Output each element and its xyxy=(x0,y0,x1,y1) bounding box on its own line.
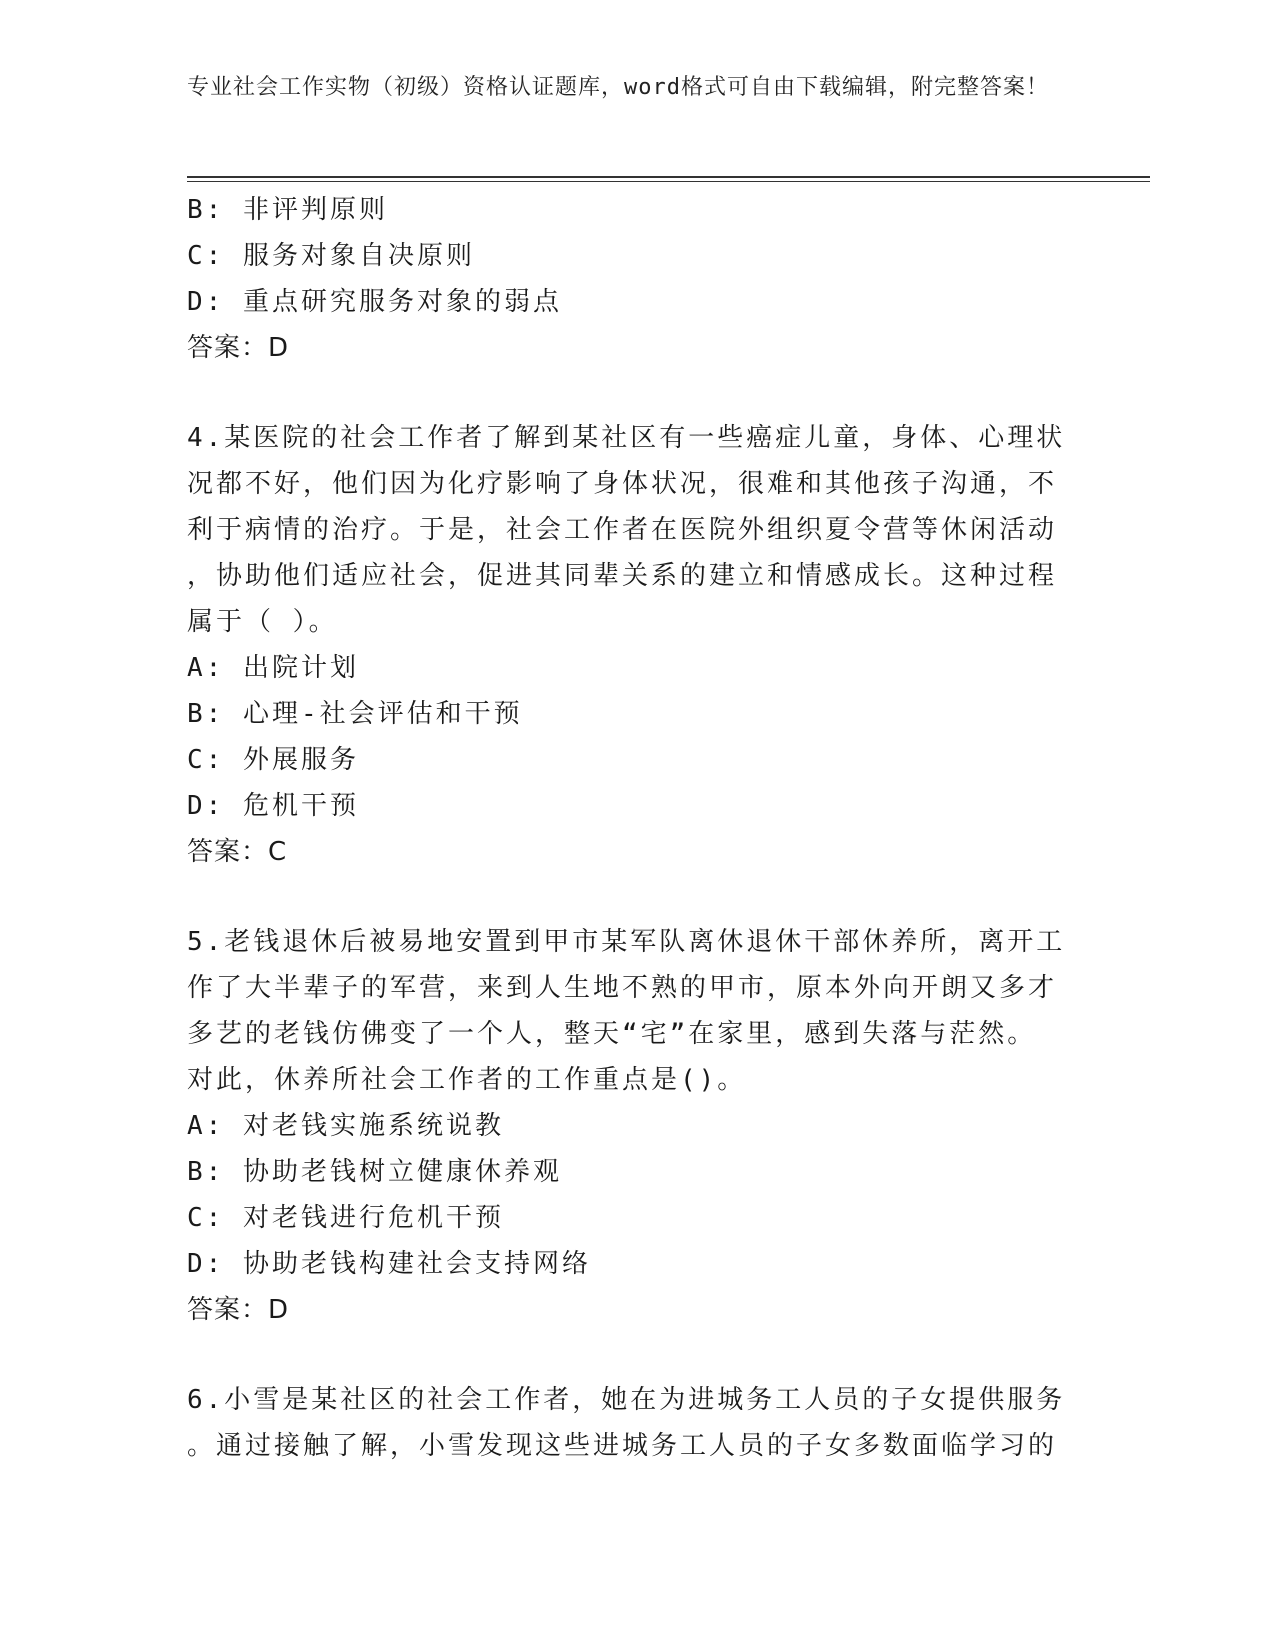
answer: 答案：D xyxy=(187,1295,290,1325)
question-stem-line: 6.小雪是某社区的社会工作者，她在为进城务工人员的子女提供服务 xyxy=(187,1385,1066,1415)
page-header: 专业社会工作实物（初级）资格认证题库，word格式可自由下载编辑，附完整答案！ xyxy=(187,75,1049,100)
question-content xyxy=(187,187,1067,1469)
question-stem-line: 4.某医院的社会工作者了解到某社区有一些癌症儿童，身体、心理状 xyxy=(187,423,1066,453)
question-stem-line: ，协助他们适应社会，促进其同辈关系的建立和情感成长。这种过程 xyxy=(187,561,1058,591)
question-4 xyxy=(187,415,1067,875)
question-stem-line: 作了大半辈子的军营，来到人生地不熟的甲市，原本外向开朗又多才 xyxy=(187,973,1058,1003)
answer: 答案：C xyxy=(187,837,288,867)
option-b: B: 协助老钱树立健康休养观 xyxy=(187,1157,562,1187)
spacer xyxy=(187,371,1067,415)
option-d: D: 重点研究服务对象的弱点 xyxy=(187,287,562,317)
option-c: C: 服务对象自决原则 xyxy=(187,241,475,271)
answer: 答案：D xyxy=(187,333,290,363)
option-b: B: 非评判原则 xyxy=(187,195,388,225)
option-c: C: 对老钱进行危机干预 xyxy=(187,1203,504,1233)
question-stem-line: 对此，休养所社会工作者的工作重点是()。 xyxy=(187,1065,747,1095)
question-stem-line: 5.老钱退休后被易地安置到甲市某军队离休退休干部休养所，离开工 xyxy=(187,927,1066,957)
header-divider-thin xyxy=(187,181,1150,182)
option-c: C: 外展服务 xyxy=(187,745,359,775)
question-stem-line: 况都不好，他们因为化疗影响了身体状况，很难和其他孩子沟通，不 xyxy=(187,469,1058,499)
option-b: B: 心理-社会评估和干预 xyxy=(187,699,523,729)
option-a: A: 出院计划 xyxy=(187,653,359,683)
option-d: D: 协助老钱构建社会支持网络 xyxy=(187,1249,591,1279)
spacer xyxy=(187,1333,1067,1377)
question-stem-line: 多艺的老钱仿佛变了一个人，整天“宅”在家里，感到失落与茫然。 xyxy=(187,1019,1037,1049)
question-stem-line: 属于（ ）。 xyxy=(187,607,338,637)
question-6 xyxy=(187,1377,1067,1469)
question-3 xyxy=(187,187,1067,371)
header-divider xyxy=(187,176,1150,178)
option-d: D: 危机干预 xyxy=(187,791,359,821)
question-5 xyxy=(187,919,1067,1333)
spacer xyxy=(187,875,1067,919)
option-a: A: 对老钱实施系统说教 xyxy=(187,1111,504,1141)
question-stem-line: 。通过接触了解，小雪发现这些进城务工人员的子女多数面临学习的 xyxy=(187,1431,1058,1461)
question-stem-line: 利于病情的治疗。于是，社会工作者在医院外组织夏令营等休闲活动 xyxy=(187,515,1058,545)
